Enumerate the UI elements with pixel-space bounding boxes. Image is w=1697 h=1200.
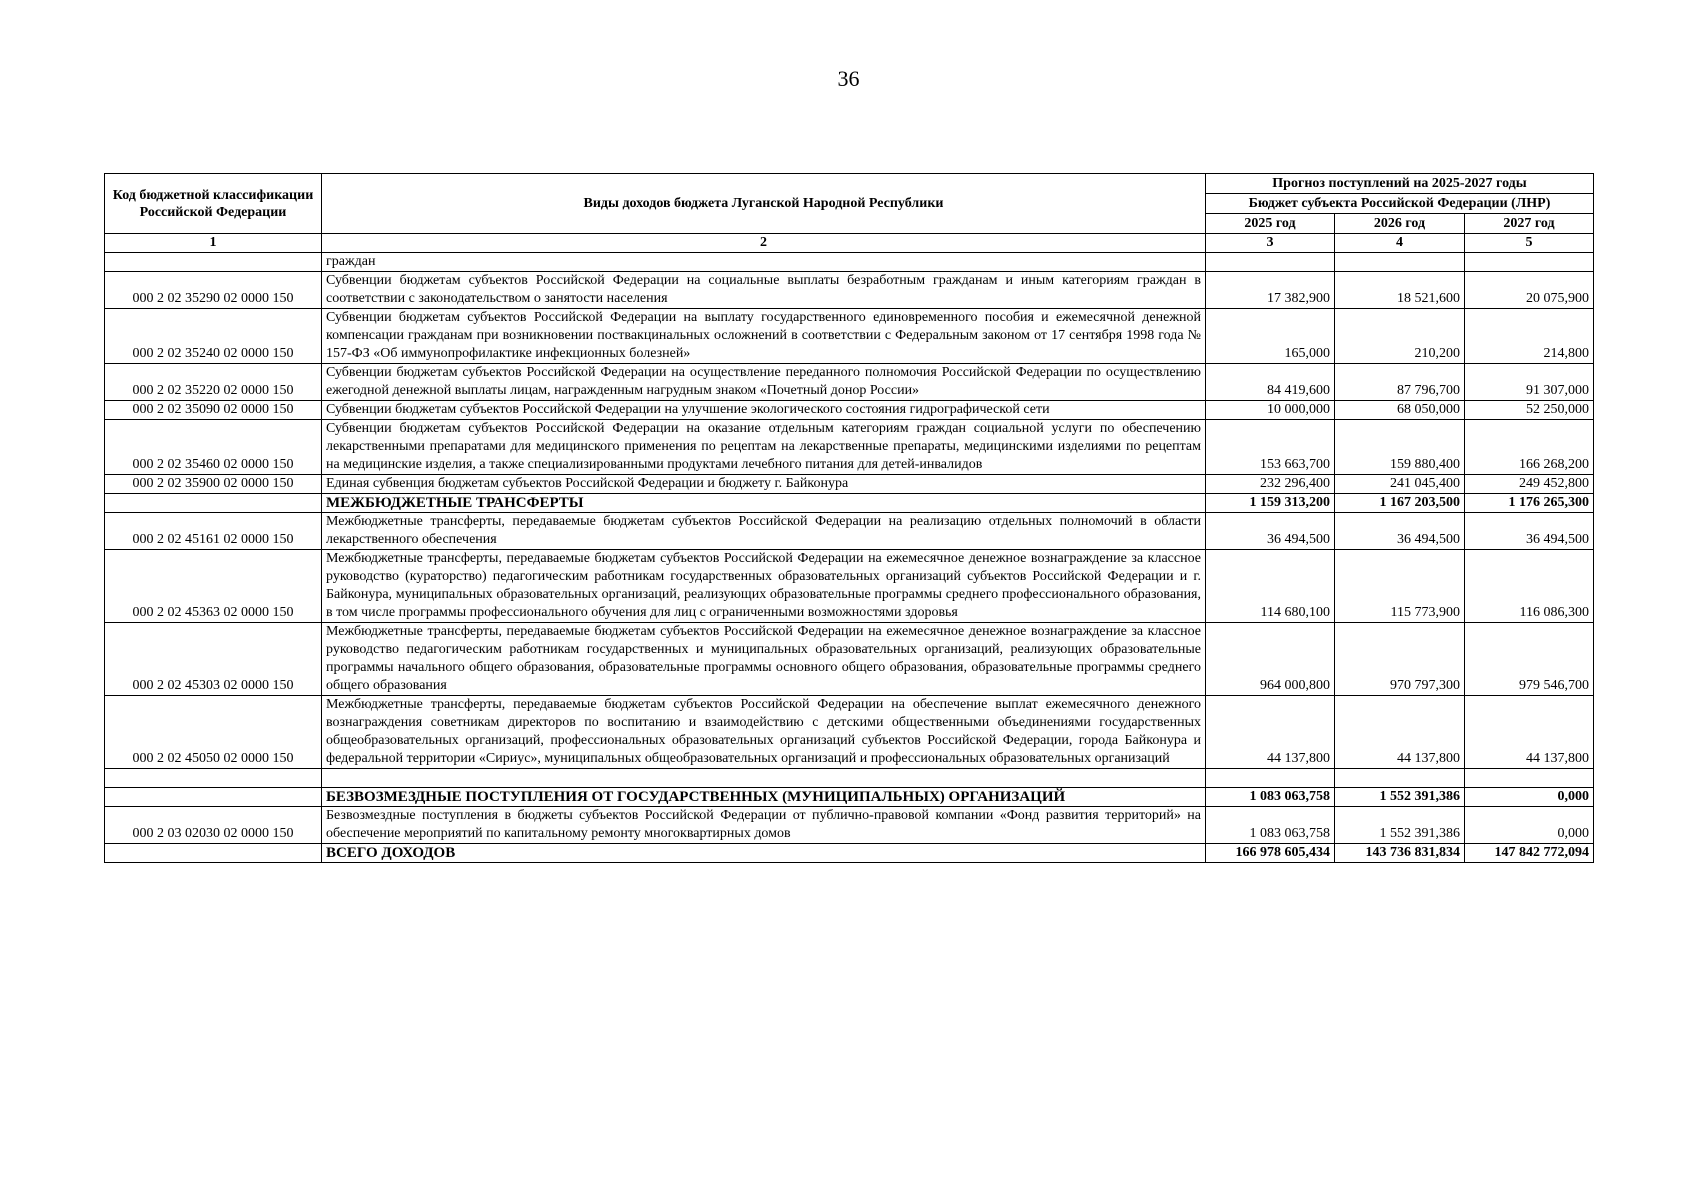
table-row <box>105 513 1594 550</box>
column-number: 1 <box>105 234 322 253</box>
column-number: 4 <box>1335 234 1465 253</box>
value-2027-cell: 52 250,000 <box>1465 401 1594 420</box>
value-2026-cell <box>1335 253 1465 272</box>
budget-code-cell <box>105 253 322 272</box>
value-2025-cell: 165,000 <box>1206 309 1335 364</box>
value-2026-cell: 36 494,500 <box>1335 513 1465 550</box>
column-number: 5 <box>1465 234 1594 253</box>
value-2026-cell: 970 797,300 <box>1335 623 1465 696</box>
value-2025-cell: 10 000,000 <box>1206 401 1335 420</box>
value-2025-cell: 232 296,400 <box>1206 475 1335 494</box>
budget-code-cell <box>105 844 322 863</box>
income-description-cell: Субвенции бюджетам субъектов Российской Федерации на оказание отдельным категориям граждан социальной услуги по обеспечению лекарственными препаратами для медицинского применения по рецептам на лекарственные препараты, медицинскими изделиями по рецептам на медицинские изделия, а также специализированными продуктами лечебного питания для детей-инвалидов <box>322 420 1206 475</box>
income-description-cell: граждан <box>322 253 1206 272</box>
value-2026-cell <box>1335 769 1465 788</box>
budget-code-cell: 000 2 02 35290 02 0000 150 <box>105 272 322 309</box>
value-2027-cell: 214,800 <box>1465 309 1594 364</box>
table-row <box>105 769 1594 788</box>
value-2025-cell: 964 000,800 <box>1206 623 1335 696</box>
budget-code-cell: 000 2 02 45363 02 0000 150 <box>105 550 322 623</box>
budget-code-cell: 000 2 02 45161 02 0000 150 <box>105 513 322 550</box>
value-2026-cell: 44 137,800 <box>1335 696 1465 769</box>
income-description-cell: Межбюджетные трансферты, передаваемые бюджетам субъектов Российской Федерации на ежемесячное денежное вознаграждение за классное руководство (кураторство) педагогическим работникам государственных образовательных организаций субъектов Российской Федерации и г. Байконура, муниципальных образовательных организаций, реализующих образовательные программы среднего профессионального образования, в том числе программы профессионального обучения для лиц с ограниченными возможностями здоровья <box>322 550 1206 623</box>
table-row <box>105 475 1594 494</box>
table-row <box>105 253 1594 272</box>
budget-code-cell: 000 2 02 35090 02 0000 150 <box>105 401 322 420</box>
value-2027-cell: 91 307,000 <box>1465 364 1594 401</box>
income-description-cell: Межбюджетные трансферты, передаваемые бюджетам субъектов Российской Федерации на ежемесячное денежное вознаграждение за классное руководство педагогическим работникам государственных и муниципальных образовательных организаций, реализующих образовательные программы начального общего образования, образовательные программы основного общего образования, образовательные программы среднего общего образования <box>322 623 1206 696</box>
income-description-cell: БЕЗВОЗМЕЗДНЫЕ ПОСТУПЛЕНИЯ ОТ ГОСУДАРСТВЕННЫХ (МУНИЦИПАЛЬНЫХ) ОРГАНИЗАЦИЙ <box>322 788 1206 807</box>
table-row <box>105 807 1594 844</box>
value-2025-cell: 36 494,500 <box>1206 513 1335 550</box>
value-2027-cell <box>1465 769 1594 788</box>
value-2027-cell: 36 494,500 <box>1465 513 1594 550</box>
value-2025-cell <box>1206 769 1335 788</box>
budget-code-cell: 000 2 02 45303 02 0000 150 <box>105 623 322 696</box>
header-year-2025: 2025 год <box>1206 214 1335 234</box>
value-2025-cell: 1 159 313,200 <box>1206 494 1335 513</box>
value-2025-cell: 114 680,100 <box>1206 550 1335 623</box>
value-2025-cell <box>1206 253 1335 272</box>
header-forecast: Прогноз поступлений на 2025-2027 годы <box>1206 174 1594 194</box>
value-2027-cell: 0,000 <box>1465 807 1594 844</box>
income-description-cell: ВСЕГО ДОХОДОВ <box>322 844 1206 863</box>
table-row <box>105 623 1594 696</box>
value-2025-cell: 17 382,900 <box>1206 272 1335 309</box>
table-row <box>105 696 1594 769</box>
value-2027-cell: 979 546,700 <box>1465 623 1594 696</box>
table-row <box>105 309 1594 364</box>
column-number: 2 <box>322 234 1206 253</box>
income-description-cell: Субвенции бюджетам субъектов Российской Федерации на выплату государственного единовременного пособия и ежемесячной денежной компенсации гражданам при возникновении поствакцинальных осложнений в соответствии с Федеральным законом от 17 сентября 1998 года № 157-ФЗ «Об иммунопрофилактике инфекционных болезней» <box>322 309 1206 364</box>
column-number: 3 <box>1206 234 1335 253</box>
income-description-cell: Субвенции бюджетам субъектов Российской Федерации на социальные выплаты безработным гражданам и иным категориям граждан в соответствии с законодательством о занятости населения <box>322 272 1206 309</box>
value-2027-cell: 1 176 265,300 <box>1465 494 1594 513</box>
value-2027-cell: 0,000 <box>1465 788 1594 807</box>
table-row <box>105 844 1594 863</box>
header-income-types: Виды доходов бюджета Луганской Народной Республики <box>322 174 1206 234</box>
budget-code-cell: 000 2 02 35900 02 0000 150 <box>105 475 322 494</box>
value-2026-cell: 115 773,900 <box>1335 550 1465 623</box>
budget-code-cell: 000 2 02 35240 02 0000 150 <box>105 309 322 364</box>
value-2026-cell: 1 552 391,386 <box>1335 788 1465 807</box>
table-body <box>105 253 1594 863</box>
value-2027-cell: 147 842 772,094 <box>1465 844 1594 863</box>
table-row <box>105 401 1594 420</box>
table-row <box>105 420 1594 475</box>
value-2025-cell: 166 978 605,434 <box>1206 844 1335 863</box>
value-2027-cell: 116 086,300 <box>1465 550 1594 623</box>
table-row <box>105 272 1594 309</box>
budget-code-cell: 000 2 02 45050 02 0000 150 <box>105 696 322 769</box>
table-row <box>105 364 1594 401</box>
header-year-2027: 2027 год <box>1465 214 1594 234</box>
value-2025-cell: 153 663,700 <box>1206 420 1335 475</box>
value-2027-cell <box>1465 253 1594 272</box>
income-description-cell: Субвенции бюджетам субъектов Российской Федерации на улучшение экологического состояния гидрографической сети <box>322 401 1206 420</box>
income-description-cell: Межбюджетные трансферты, передаваемые бюджетам субъектов Российской Федерации на обеспечение выплат ежемесячного денежного вознаграждения советникам директоров по воспитанию и взаимодействию с детскими общественными объединениями государственных общеобразовательных организаций, профессиональных образовательных организаций субъектов Российской Федерации, города Байконура и федеральной территории «Сириус», муниципальных общеобразовательных организаций и профессиональных образовательных организаций <box>322 696 1206 769</box>
value-2026-cell: 18 521,600 <box>1335 272 1465 309</box>
value-2026-cell: 68 050,000 <box>1335 401 1465 420</box>
income-description-cell: Единая субвенция бюджетам субъектов Российской Федерации и бюджету г. Байконура <box>322 475 1206 494</box>
value-2026-cell: 1 167 203,500 <box>1335 494 1465 513</box>
budget-code-cell <box>105 769 322 788</box>
income-description-cell: Безвозмездные поступления в бюджеты субъектов Российской Федерации от публично-правовой компании «Фонд развития территорий» на обеспечение мероприятий по капитальному ремонту многоквартирных домов <box>322 807 1206 844</box>
income-description-cell <box>322 769 1206 788</box>
value-2026-cell: 143 736 831,834 <box>1335 844 1465 863</box>
page-number: 36 <box>837 66 860 91</box>
value-2027-cell: 249 452,800 <box>1465 475 1594 494</box>
value-2025-cell: 44 137,800 <box>1206 696 1335 769</box>
value-2026-cell: 210,200 <box>1335 309 1465 364</box>
value-2026-cell: 159 880,400 <box>1335 420 1465 475</box>
budget-code-cell: 000 2 02 35220 02 0000 150 <box>105 364 322 401</box>
header-code: Код бюджетной классификации Российской Федерации <box>105 174 322 234</box>
budget-table <box>104 173 1594 863</box>
table-row <box>105 788 1594 807</box>
budget-code-cell <box>105 788 322 807</box>
value-2026-cell: 1 552 391,386 <box>1335 807 1465 844</box>
income-description-cell: Субвенции бюджетам субъектов Российской Федерации на осуществление переданного полномочия Российской Федерации по осуществлению ежегодной денежной выплаты лицам, награжденным нагрудным знаком «Почетный донор России» <box>322 364 1206 401</box>
budget-code-cell: 000 2 02 35460 02 0000 150 <box>105 420 322 475</box>
value-2025-cell: 84 419,600 <box>1206 364 1335 401</box>
value-2027-cell: 44 137,800 <box>1465 696 1594 769</box>
income-description-cell: Межбюджетные трансферты, передаваемые бюджетам субъектов Российской Федерации на реализацию отдельных полномочий в области лекарственного обеспечения <box>322 513 1206 550</box>
header-year-2026: 2026 год <box>1335 214 1465 234</box>
table-row <box>105 494 1594 513</box>
value-2025-cell: 1 083 063,758 <box>1206 788 1335 807</box>
value-2026-cell: 241 045,400 <box>1335 475 1465 494</box>
value-2027-cell: 166 268,200 <box>1465 420 1594 475</box>
income-description-cell: МЕЖБЮДЖЕТНЫЕ ТРАНСФЕРТЫ <box>322 494 1206 513</box>
budget-code-cell: 000 2 03 02030 02 0000 150 <box>105 807 322 844</box>
table-row <box>105 550 1594 623</box>
value-2025-cell: 1 083 063,758 <box>1206 807 1335 844</box>
value-2027-cell: 20 075,900 <box>1465 272 1594 309</box>
value-2026-cell: 87 796,700 <box>1335 364 1465 401</box>
header-budget-subject: Бюджет субъекта Российской Федерации (ЛНР) <box>1206 194 1594 214</box>
column-numbers-row <box>105 234 1594 253</box>
budget-code-cell <box>105 494 322 513</box>
